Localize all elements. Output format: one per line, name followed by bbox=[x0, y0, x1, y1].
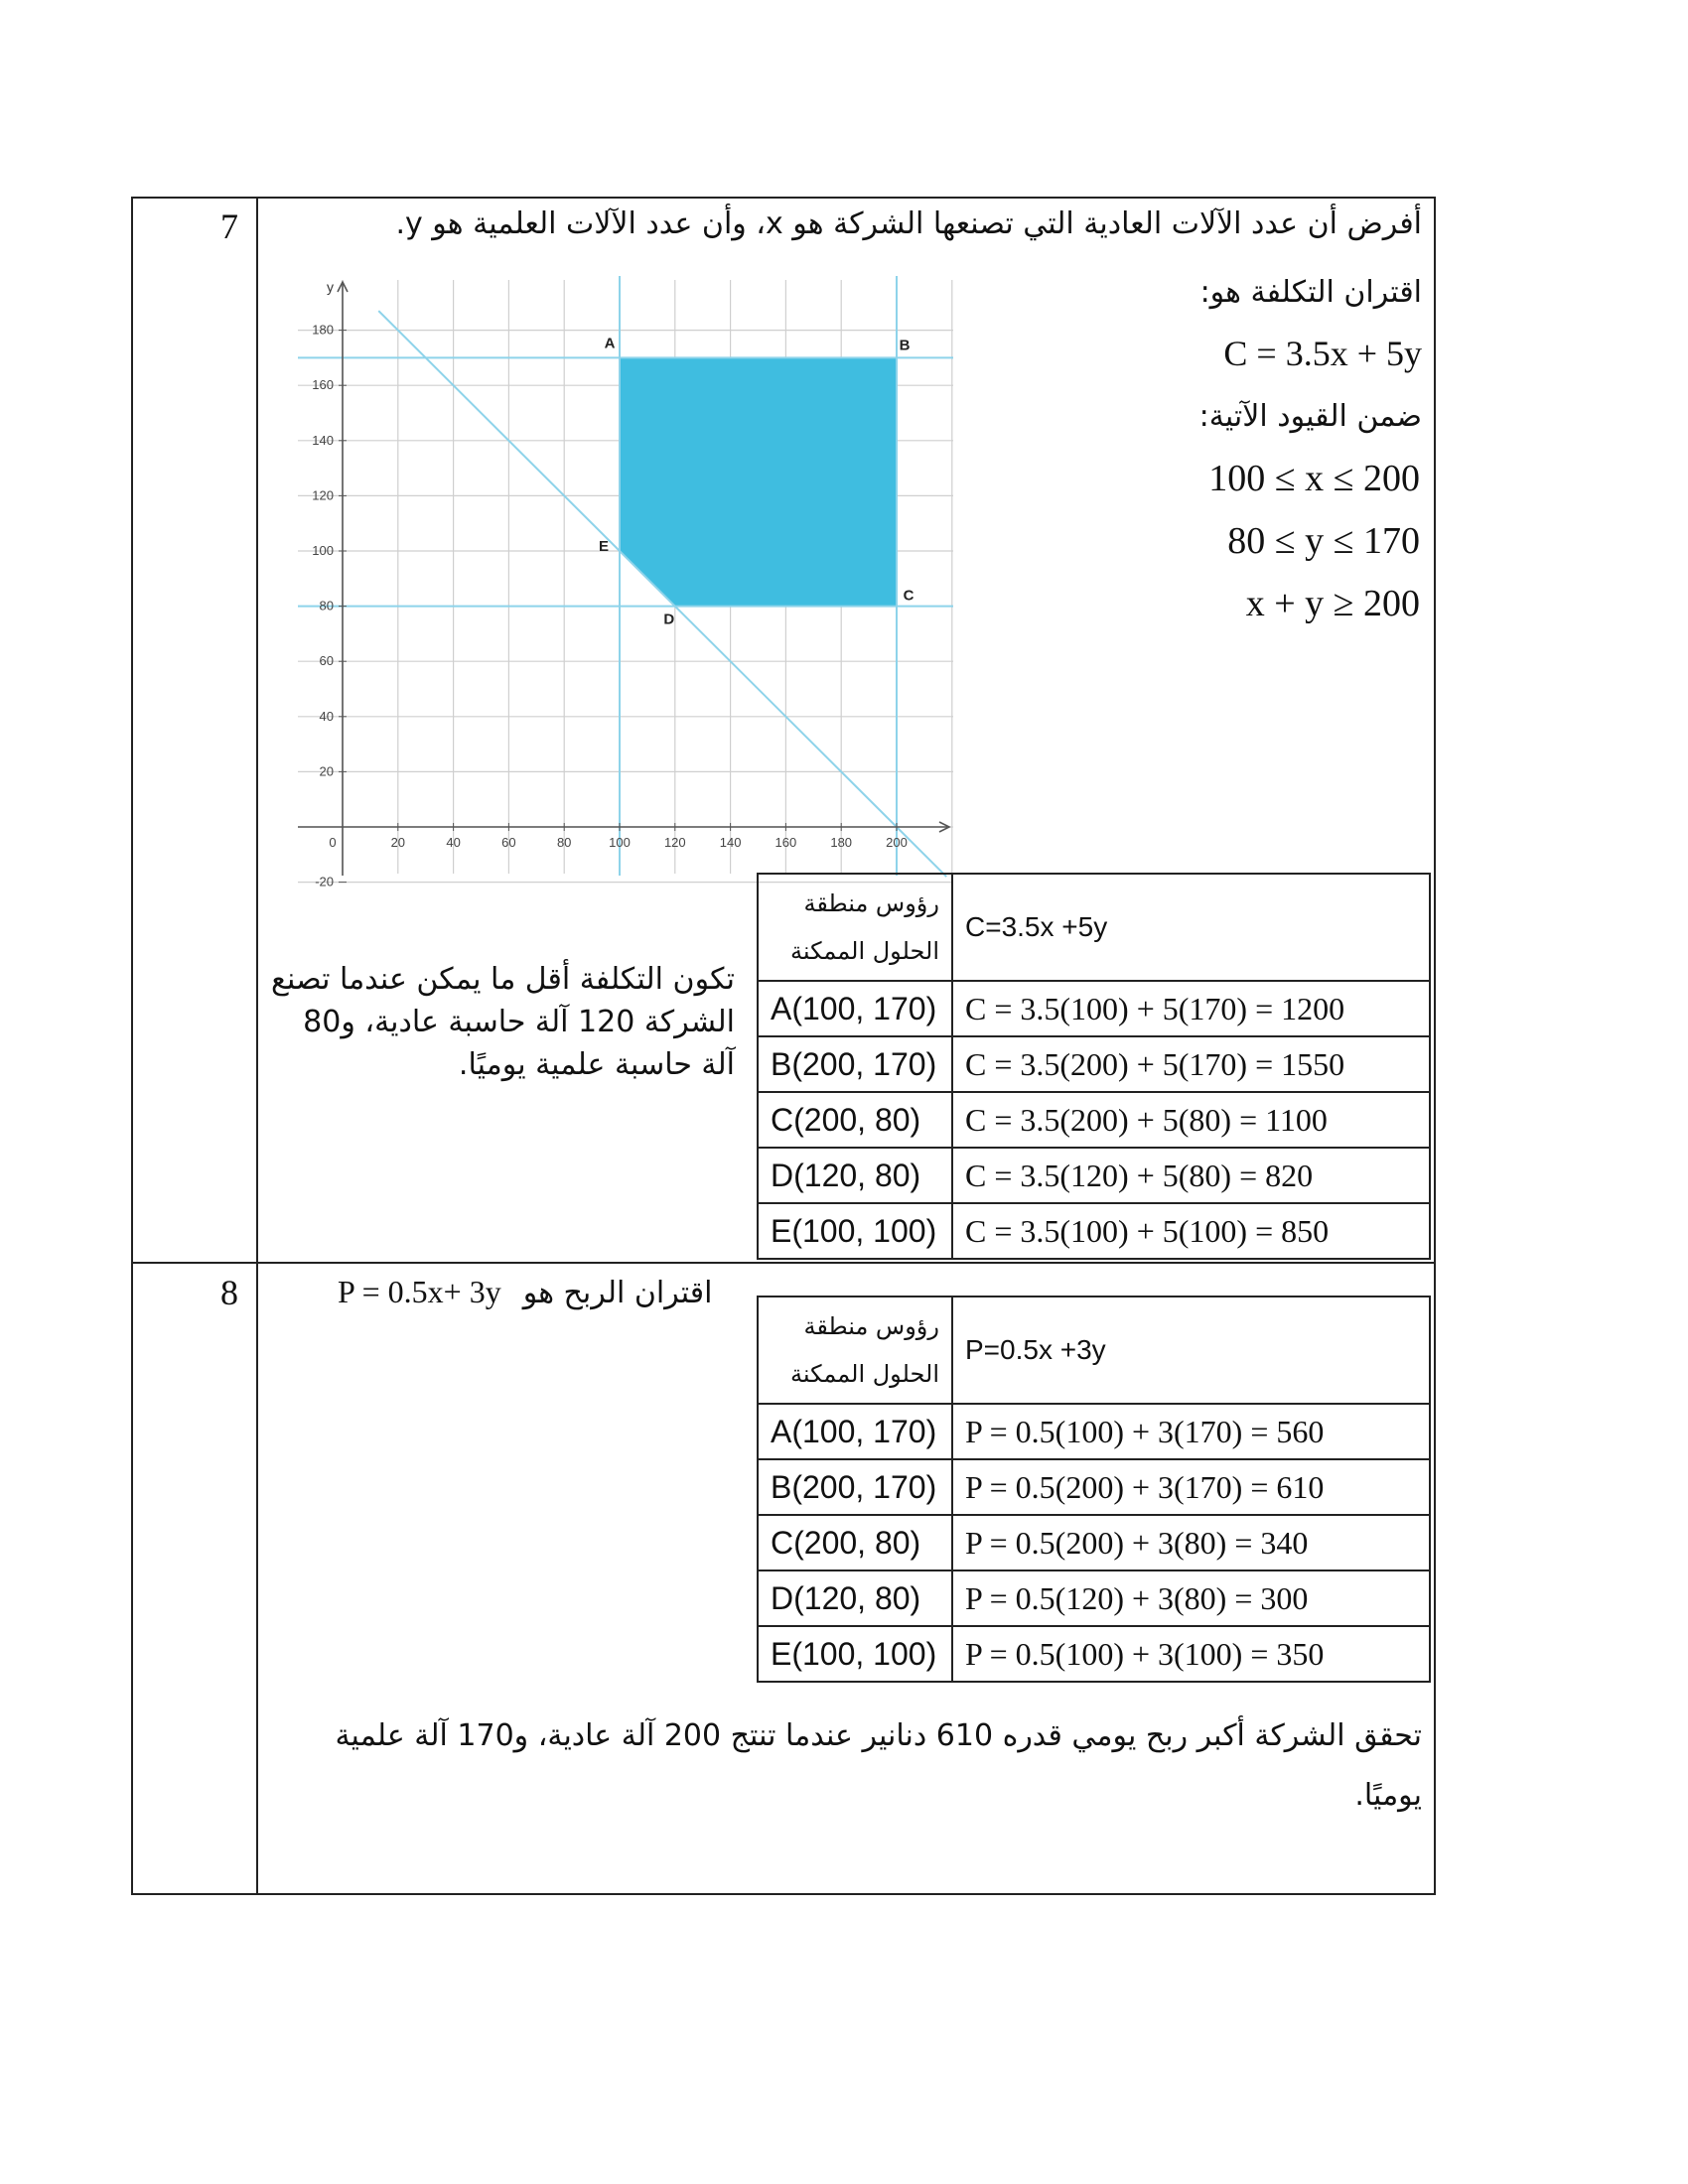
x-tick-label: 120 bbox=[663, 835, 686, 850]
question-number-7: 7 bbox=[220, 206, 238, 246]
y-tick-label: 180 bbox=[312, 322, 334, 338]
expression-cell: C = 3.5(200) + 5(170) = 1550 bbox=[952, 1036, 1430, 1092]
expression-cell: C = 3.5(100) + 5(100) = 850 bbox=[952, 1203, 1430, 1259]
x-tick-label: 160 bbox=[774, 835, 797, 850]
profit-function: P = 0.5x+ 3y bbox=[338, 1274, 501, 1309]
q7-conclusion-line-2: الشركة 120 آلة حاسبة عادية، و80 bbox=[303, 1005, 735, 1039]
constraint-3: x + y ≥ 200 bbox=[1245, 583, 1420, 624]
table-border-right bbox=[1434, 197, 1436, 1895]
expression-cell: P = 0.5(120) + 3(80) = 300 bbox=[952, 1570, 1430, 1626]
y-tick-label: 100 bbox=[312, 543, 334, 558]
q8-conclusion-line-2: يوميًا. bbox=[1354, 1778, 1422, 1813]
y-tick-label: 40 bbox=[319, 708, 334, 724]
q8-vertices-table bbox=[757, 1296, 1431, 1683]
y-tick-label: 160 bbox=[312, 377, 334, 393]
vertex-cell: A(100, 170) bbox=[758, 981, 952, 1036]
table-row bbox=[758, 1459, 1430, 1515]
q7-conclusion-line-3: آلة حاسبة علمية يوميًا. bbox=[458, 1047, 735, 1082]
y-tick-label: 140 bbox=[312, 432, 334, 448]
y-axis-label: y bbox=[327, 279, 334, 295]
constraint-1: 100 ≤ x ≤ 200 bbox=[1208, 458, 1420, 499]
x-tick-label: 40 bbox=[446, 835, 461, 850]
table-border-bottom bbox=[131, 1893, 1436, 1895]
y-tick-label: 20 bbox=[319, 763, 334, 779]
x-tick-label: 200 bbox=[886, 835, 908, 850]
vertex-label-b: B bbox=[899, 337, 911, 354]
vertex-label-a: A bbox=[604, 335, 616, 352]
table-row bbox=[758, 1036, 1430, 1092]
y-tick-label: 60 bbox=[319, 653, 334, 669]
expression-cell: P = 0.5(200) + 3(80) = 340 bbox=[952, 1515, 1430, 1570]
x-tick-label: 20 bbox=[390, 835, 406, 850]
header-vertices-line-2: الحلول الممكنة bbox=[790, 1360, 939, 1388]
table-row bbox=[758, 1203, 1430, 1259]
table-row bbox=[758, 1515, 1430, 1570]
table-header-row bbox=[758, 874, 1430, 981]
header-vertices-line-1: رؤوس منطقة bbox=[803, 1312, 939, 1340]
vertex-label-e: E bbox=[598, 538, 610, 555]
y-tick-label: 80 bbox=[319, 598, 334, 614]
expression-cell: C = 3.5(120) + 5(80) = 820 bbox=[952, 1148, 1430, 1203]
table-column-divider bbox=[256, 197, 258, 1895]
vertex-label-c: C bbox=[903, 587, 914, 605]
q8-profit-statement bbox=[338, 1274, 712, 1310]
feasible-region-chart bbox=[294, 274, 953, 889]
q7-cost-function bbox=[1223, 333, 1422, 374]
vertex-cell: D(120, 80) bbox=[758, 1148, 952, 1203]
x-tick-label: 180 bbox=[830, 835, 853, 850]
feasible-region bbox=[620, 357, 897, 606]
table-row bbox=[758, 1404, 1430, 1459]
table-row-divider bbox=[131, 1262, 1436, 1264]
header-vertices-line-1: رؤوس منطقة bbox=[803, 889, 939, 917]
y-tick-label: -20 bbox=[315, 874, 334, 889]
header-expression-cell: C=3.5x +5y bbox=[952, 874, 1430, 981]
header-expression-cell: P=0.5x +3y bbox=[952, 1297, 1430, 1404]
vertex-cell: E(100, 100) bbox=[758, 1203, 952, 1259]
vertex-cell: B(200, 170) bbox=[758, 1036, 952, 1092]
cost-function-text: C = 3.5x + 5y bbox=[1223, 334, 1422, 373]
x-tick-label: 140 bbox=[719, 835, 742, 850]
vertex-cell: C(200, 80) bbox=[758, 1515, 952, 1570]
expression-cell: P = 0.5(100) + 3(170) = 560 bbox=[952, 1404, 1430, 1459]
expression-cell: C = 3.5(100) + 5(170) = 1200 bbox=[952, 981, 1430, 1036]
vertex-cell: A(100, 170) bbox=[758, 1404, 952, 1459]
table-row bbox=[758, 1148, 1430, 1203]
x-tick-label: 60 bbox=[501, 835, 516, 850]
y-tick-label: 120 bbox=[312, 487, 334, 503]
profit-label: اقتران الربح هو bbox=[522, 1276, 713, 1310]
expression-cell: C = 3.5(200) + 5(80) = 1100 bbox=[952, 1092, 1430, 1148]
table-row bbox=[758, 1092, 1430, 1148]
header-vertices-line-2: الحلول الممكنة bbox=[790, 937, 939, 965]
expression-cell: P = 0.5(200) + 3(170) = 610 bbox=[952, 1459, 1430, 1515]
vertex-cell: C(200, 80) bbox=[758, 1092, 952, 1148]
q8-conclusion-line-1: تحقق الشركة أكبر ربح يومي قدره 610 دنانير عندما تنتج 200 آلة عادية، و170 آلة علمية bbox=[335, 1718, 1422, 1753]
table-row bbox=[758, 1570, 1430, 1626]
constraint-2: 80 ≤ y ≤ 170 bbox=[1227, 520, 1420, 562]
question-number-8: 8 bbox=[220, 1273, 238, 1312]
x-tick-label: 100 bbox=[609, 835, 631, 850]
table-row bbox=[758, 1626, 1430, 1682]
vertex-label-d: D bbox=[663, 611, 675, 628]
expression-cell: P = 0.5(100) + 3(100) = 350 bbox=[952, 1626, 1430, 1682]
table-row bbox=[758, 981, 1430, 1036]
q7-conclusion-line-1: تكون التكلفة أقل ما يمكن عندما تصنع bbox=[271, 962, 735, 997]
table-border-top bbox=[131, 197, 1436, 199]
vertex-cell: E(100, 100) bbox=[758, 1626, 952, 1682]
q7-vertices-table bbox=[757, 873, 1431, 1260]
header-vertices-cell bbox=[758, 1297, 952, 1404]
header-vertices-cell bbox=[758, 874, 952, 981]
q7-cost-label: اقتران التكلفة هو: bbox=[1199, 275, 1422, 310]
x-tick-label: 80 bbox=[556, 835, 572, 850]
q7-constraints-label: ضمن القيود الآتية: bbox=[1198, 399, 1422, 434]
table-border-left bbox=[131, 197, 133, 1895]
x-tick-label: 0 bbox=[329, 835, 337, 850]
vertex-cell: B(200, 170) bbox=[758, 1459, 952, 1515]
table-header-row bbox=[758, 1297, 1430, 1404]
q7-intro-text: أفرض أن عدد الآلات العادية التي تصنعها الشركة هو x، وأن عدد الآلات العلمية هو y. bbox=[395, 206, 1422, 241]
vertex-cell: D(120, 80) bbox=[758, 1570, 952, 1626]
